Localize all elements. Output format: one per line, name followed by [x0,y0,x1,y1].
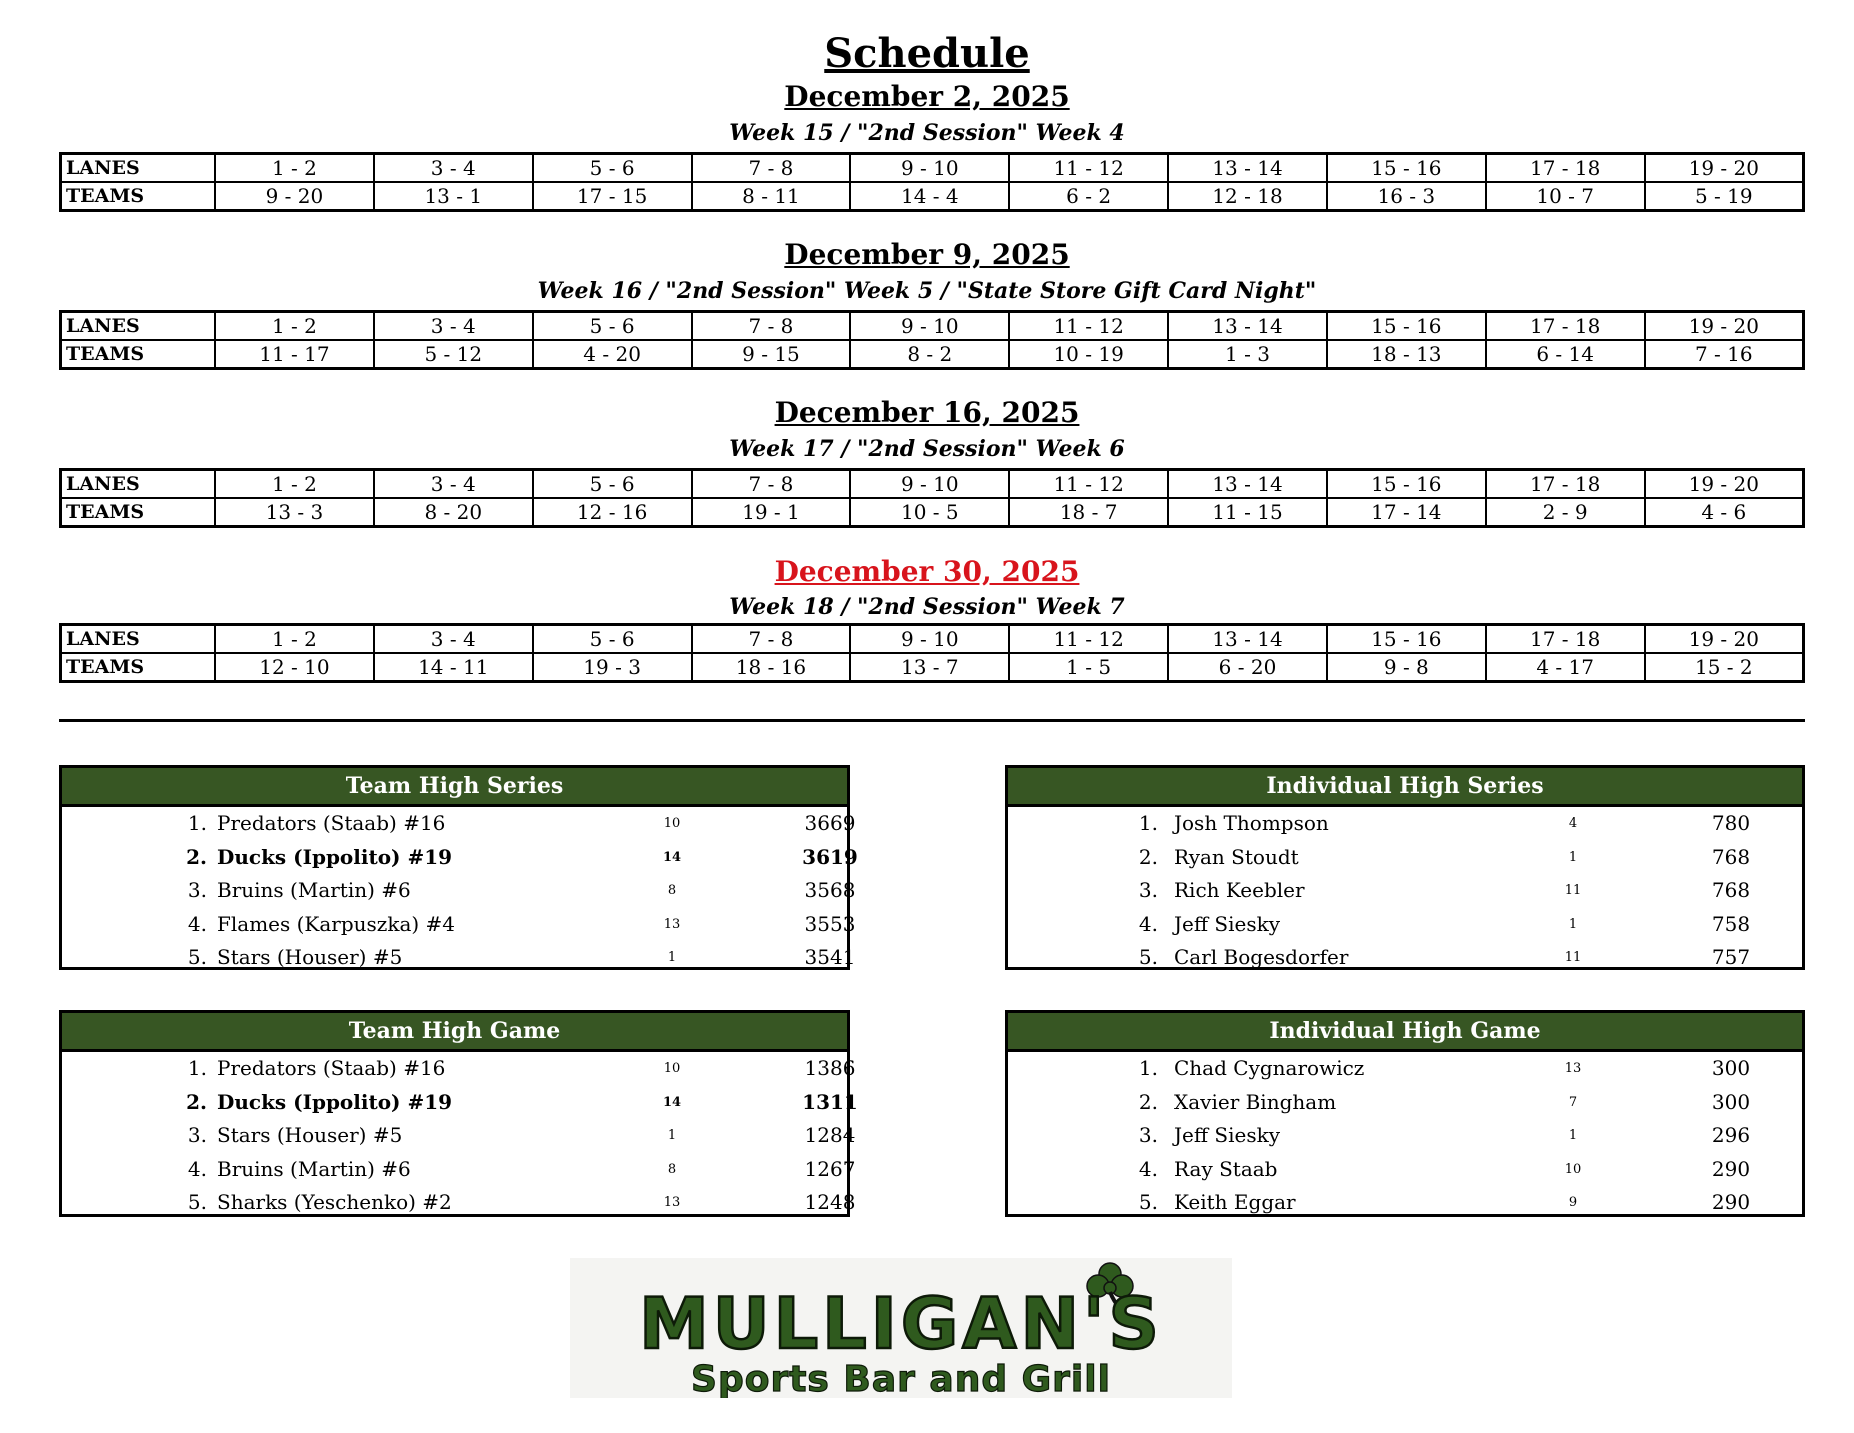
score: 300 [1711,1089,1751,1114]
team-high-game-board [59,1010,858,1217]
rank: 1. [187,811,207,835]
lane-cell: 3 - 4 [374,625,533,654]
team-number: 13 [663,916,681,932]
lanes-row [61,312,1804,341]
team-number: 7 [1568,1094,1578,1110]
list-item [1008,1186,1802,1220]
score: 768 [1711,844,1751,869]
team-cell: 12 - 10 [215,653,374,682]
team-number: 11 [1564,883,1582,898]
team-cell: 18 - 16 [692,653,851,682]
lanes-row [61,154,1804,183]
team-number: 1 [1568,916,1578,932]
rank: 1. [1138,811,1158,835]
team-number: 8 [667,1161,677,1177]
score: 3541 [804,945,856,969]
lane-cell: 3 - 4 [374,470,533,499]
rank: 3. [1138,1123,1158,1147]
team-number: 14 [662,1094,682,1110]
team-cell: 2 - 9 [1486,498,1645,527]
team-name: Flames (Karpuszka) #4 [217,911,456,936]
list-item [62,1052,856,1086]
team-cell: 10 - 5 [850,498,1009,527]
rank: 4. [1138,911,1158,936]
lane-cell: 13 - 14 [1168,154,1327,183]
rank: 5. [187,1190,207,1214]
lane-cell: 9 - 10 [850,625,1009,654]
list-item [62,841,858,875]
team-cell: 13 - 7 [850,653,1009,682]
list-item [62,908,856,942]
score: 300 [1711,1056,1751,1080]
list-item [62,1119,856,1153]
rank: 4. [187,1156,207,1181]
list-item [62,874,856,908]
bowler-name: Carl Bogesdorfer [1174,945,1349,969]
list-item [1008,1086,1802,1120]
team-number: 8 [667,883,677,898]
bowler-name: Ryan Stoudt [1174,844,1299,869]
divider [59,719,1805,722]
lane-cell: 1 - 2 [215,470,374,499]
bowler-name: Rich Keebler [1174,878,1305,902]
score: 3568 [804,878,856,902]
score: 758 [1711,911,1751,936]
rank: 2. [1138,1089,1158,1114]
teams-row [61,653,1804,682]
lanes-row [61,625,1804,654]
team-cell: 11 - 15 [1168,498,1327,527]
team-number: 14 [662,849,682,865]
lane-cell: 11 - 12 [1009,470,1168,499]
team-cell: 1 - 5 [1009,653,1168,682]
team-cell: 10 - 19 [1009,340,1168,369]
list-item [62,941,856,975]
week-date: December 16, 2025 [774,396,1080,429]
team-number: 11 [1564,950,1582,965]
lane-cell: 9 - 10 [850,470,1009,499]
rank: 4. [187,911,207,936]
lane-cell: 11 - 12 [1009,154,1168,183]
schedule-table [59,152,1805,212]
team-number: 1 [1568,849,1578,865]
team-number: 1 [667,950,677,965]
rank: 3. [187,1123,207,1147]
team-cell: 9 - 8 [1327,653,1486,682]
logo-line2: Sports Bar and Grill [691,1359,1111,1398]
team-name: Bruins (Martin) #6 [217,1156,411,1181]
team-cell: 16 - 3 [1327,182,1486,211]
bowler-name: Josh Thompson [1174,811,1329,835]
team-cell: 8 - 11 [692,182,851,211]
lane-cell: 17 - 18 [1486,154,1645,183]
rank: 1. [187,1056,207,1080]
team-number: 13 [663,1195,681,1210]
week-date: December 30, 2025 [774,555,1080,588]
week-subtitle: Week 16 / "2nd Session" Week 5 / "State Store Gift Card Night" [537,278,1317,304]
team-cell: 12 - 18 [1168,182,1327,211]
team-name: Ducks (Ippolito) #19 [217,844,453,869]
lane-cell: 7 - 8 [692,625,851,654]
team-cell: 5 - 19 [1645,182,1804,211]
schedule-table [59,468,1805,528]
team-name: Bruins (Martin) #6 [217,878,411,902]
team-cell: 4 - 6 [1645,498,1804,527]
lane-cell: 13 - 14 [1168,470,1327,499]
team-cell: 8 - 2 [850,340,1009,369]
list-item [1008,807,1802,841]
team-number: 10 [1564,1161,1582,1177]
teams-label: TEAMS [61,340,216,369]
schedule-table [59,623,1805,683]
team-cell: 4 - 20 [533,340,692,369]
score: 290 [1711,1156,1751,1181]
lane-cell: 17 - 18 [1486,312,1645,341]
rank: 3. [187,878,207,902]
list-item [1008,1052,1802,1086]
lane-cell: 19 - 20 [1645,312,1804,341]
week-date: December 9, 2025 [784,238,1070,271]
list-item [1008,874,1802,908]
lane-cell: 11 - 12 [1009,625,1168,654]
team-number: 10 [663,816,681,831]
team-cell: 6 - 14 [1486,340,1645,369]
team-name: Stars (Houser) #5 [217,1123,403,1147]
score: 1267 [804,1156,856,1181]
board-title: Team High Game [62,1013,847,1052]
teams-row [61,182,1804,211]
bowler-name: Jeff Siesky [1174,1123,1281,1147]
team-cell: 4 - 17 [1486,653,1645,682]
lane-cell: 15 - 16 [1327,154,1486,183]
team-cell: 17 - 14 [1327,498,1486,527]
team-name: Stars (Houser) #5 [217,945,403,969]
teams-label: TEAMS [61,653,216,682]
team-cell: 10 - 7 [1486,182,1645,211]
lane-cell: 17 - 18 [1486,625,1645,654]
team-name: Sharks (Yeschenko) #2 [217,1190,452,1214]
lanes-row [61,470,1804,499]
week-subtitle: Week 15 / "2nd Session" Week 4 [729,120,1125,146]
team-cell: 14 - 4 [850,182,1009,211]
list-item [1008,841,1802,875]
lane-cell: 17 - 18 [1486,470,1645,499]
lanes-label: LANES [61,312,216,341]
teams-label: TEAMS [61,498,216,527]
team-cell: 15 - 2 [1645,653,1804,682]
rank: 2. [186,1089,207,1114]
score: 757 [1711,945,1751,969]
team-number: 10 [663,1061,681,1076]
score: 296 [1711,1123,1751,1147]
lane-cell: 3 - 4 [374,154,533,183]
team-cell: 6 - 2 [1009,182,1168,211]
lane-cell: 9 - 10 [850,154,1009,183]
logo-line1: MULLIGAN'S [639,1283,1163,1365]
rank: 2. [1138,844,1158,869]
list-item [1008,1153,1802,1187]
individual-high-game-board [1005,1010,1805,1217]
team-cell: 13 - 3 [215,498,374,527]
lane-cell: 5 - 6 [533,312,692,341]
teams-label: TEAMS [61,182,216,211]
score: 1311 [802,1089,858,1114]
rank: 5. [1138,1190,1158,1214]
team-high-series-board [59,765,858,970]
lane-cell: 7 - 8 [692,470,851,499]
lanes-label: LANES [61,625,216,654]
team-cell: 1 - 3 [1168,340,1327,369]
team-cell: 18 - 13 [1327,340,1486,369]
bowler-name: Xavier Bingham [1174,1089,1337,1114]
bowler-name: Ray Staab [1174,1156,1278,1181]
board-title: Individual High Series [1008,768,1802,807]
team-cell: 13 - 1 [374,182,533,211]
bowler-name: Jeff Siesky [1174,911,1281,936]
lane-cell: 1 - 2 [215,625,374,654]
lane-cell: 19 - 20 [1645,154,1804,183]
score: 3553 [804,911,856,936]
score: 768 [1711,878,1751,902]
lane-cell: 13 - 14 [1168,625,1327,654]
list-item [62,1086,858,1120]
week-date: December 2, 2025 [784,80,1070,113]
lane-cell: 15 - 16 [1327,625,1486,654]
score: 3619 [802,844,858,869]
lane-cell: 1 - 2 [215,154,374,183]
list-item [1008,1119,1802,1153]
week-subtitle: Week 17 / "2nd Session" Week 6 [729,436,1125,462]
page-title: Schedule [824,30,1030,77]
teams-row [61,340,1804,369]
lane-cell: 5 - 6 [533,470,692,499]
lane-cell: 7 - 8 [692,312,851,341]
team-cell: 7 - 16 [1645,340,1804,369]
logo-graphic [570,1258,1232,1398]
rank: 5. [1138,945,1158,969]
team-cell: 8 - 20 [374,498,533,527]
bowler-name: Keith Eggar [1174,1190,1296,1214]
teams-row [61,498,1804,527]
board-title: Team High Series [62,768,847,807]
team-cell: 19 - 1 [692,498,851,527]
board-title: Individual High Game [1008,1013,1802,1052]
score: 290 [1711,1190,1751,1214]
lane-cell: 9 - 10 [850,312,1009,341]
team-cell: 9 - 20 [215,182,374,211]
score: 3669 [804,811,856,835]
rank: 1. [1138,1056,1158,1080]
team-cell: 18 - 7 [1009,498,1168,527]
schedule-table [59,310,1805,370]
team-number: 13 [1564,1061,1582,1076]
team-cell: 6 - 20 [1168,653,1327,682]
score: 1386 [804,1056,856,1080]
score: 780 [1711,811,1751,835]
list-item [62,1153,856,1187]
rank: 3. [1138,878,1158,902]
team-cell: 14 - 11 [374,653,533,682]
lane-cell: 3 - 4 [374,312,533,341]
team-number: 1 [1568,1128,1578,1143]
team-cell: 17 - 15 [533,182,692,211]
team-name: Predators (Staab) #16 [217,1056,446,1080]
score: 1248 [804,1190,856,1214]
lane-cell: 19 - 20 [1645,470,1804,499]
lane-cell: 7 - 8 [692,154,851,183]
lanes-label: LANES [61,154,216,183]
team-name: Ducks (Ippolito) #19 [217,1089,453,1114]
bowler-name: Chad Cygnarowicz [1174,1056,1365,1080]
list-item [62,1186,856,1220]
lane-cell: 5 - 6 [533,625,692,654]
rank: 4. [1138,1156,1158,1181]
list-item [62,807,856,841]
lanes-label: LANES [61,470,216,499]
team-number: 1 [667,1128,677,1143]
team-cell: 12 - 16 [533,498,692,527]
lane-cell: 5 - 6 [533,154,692,183]
team-cell: 9 - 15 [692,340,851,369]
lane-cell: 11 - 12 [1009,312,1168,341]
team-cell: 11 - 17 [215,340,374,369]
list-item [1008,941,1802,975]
score: 1284 [804,1123,856,1147]
team-number: 4 [1568,816,1578,831]
lane-cell: 1 - 2 [215,312,374,341]
individual-high-series-board [1005,765,1805,970]
lane-cell: 19 - 20 [1645,625,1804,654]
lane-cell: 13 - 14 [1168,312,1327,341]
rank: 5. [187,945,207,969]
week-subtitle: Week 18 / "2nd Session" Week 7 [729,594,1125,620]
list-item [1008,908,1802,942]
team-cell: 5 - 12 [374,340,533,369]
mulligans-logo [570,1258,1232,1398]
lane-cell: 15 - 16 [1327,312,1486,341]
team-number: 9 [1568,1195,1578,1210]
team-name: Predators (Staab) #16 [217,811,446,835]
team-cell: 19 - 3 [533,653,692,682]
rank: 2. [186,844,207,869]
lane-cell: 15 - 16 [1327,470,1486,499]
